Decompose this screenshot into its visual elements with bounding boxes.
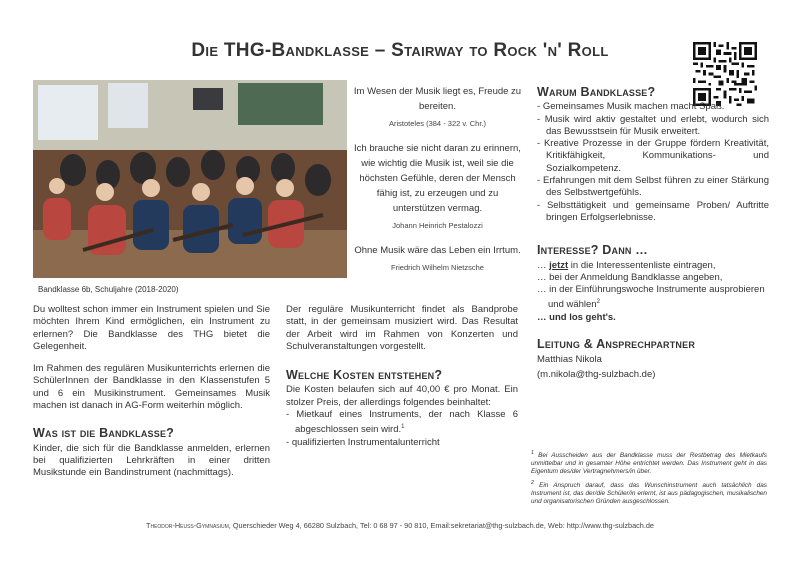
footnote-ref: 2 bbox=[596, 299, 600, 306]
section-heading-leitung: Leitung & Ansprechpartner bbox=[537, 337, 696, 352]
kosten-list bbox=[286, 409, 518, 449]
footer-contact: , Querschieder Weg 4, 66280 Sulzbach, Tel: 0 68 97 - 90 810, Email:sekretariat@thg-sulzbach.de, Web: http://www.thg-sulzbach.de bbox=[228, 521, 654, 530]
column-middle bbox=[286, 304, 518, 449]
contact-email[interactable]: (m.nikola@thg-sulzbach.de) bbox=[537, 368, 656, 380]
quote-text: Im Wesen der Musik liegt es, Freude zu bereiten. bbox=[353, 86, 522, 112]
footnote-2: $^2$ Ein Anspruch darauf, dass das Wunschinstrument auch tatsächlich das Instrument ist, das der/die Schüler/in erlernt, ist aus pädagogischen, musikalischen und organisatorischen Gründen ausgeschlossen. bbox=[531, 480, 767, 506]
page-title: Die THG-Bandklasse – Stairway to Rock 'n' Roll bbox=[191, 40, 609, 61]
section-heading-was-ist: Was ist die Bandklasse? bbox=[33, 426, 174, 441]
list-item: - Mietkauf eines Instruments, der nach Klasse 6 abgeschlossen sein wird.$^1$ bbox=[286, 409, 518, 437]
quote-source: Johann Heinrich Pestalozzi bbox=[392, 221, 483, 230]
was-ist-text: Kinder, die sich für die Bandklasse anmelden, erlernen bei qualifizierten Lehrkräften in einer dritten Musikstunde ein Bandinstrument (nachmittags). bbox=[33, 442, 270, 479]
list-item: … jetzt in die Interessentenliste eintragen, bbox=[537, 260, 769, 272]
list-item: - Selbsttätigkeit und gemeinsame Proben/ Auftritte bringen Erfolgserlebnisse. bbox=[537, 200, 769, 225]
list-item: - Musik wird aktiv gestaltet und erlebt, wodurch sich das Bewusstsein für Musik erweitert. bbox=[537, 114, 769, 139]
intro-paragraph: Im Rahmen des regulären Musikunterrichts erlernen die SchülerInnen der Bandklasse in den Klassenstufen 5 und 6 ein Musikinstrument. Gemeinsames Musik machen ist danach in AG-Form weiterhin möglich. bbox=[33, 363, 270, 412]
quotes-block bbox=[350, 84, 525, 285]
column-right bbox=[537, 86, 769, 381]
quote-source: Aristoteles (384 - 322 v. Chr.) bbox=[389, 119, 486, 128]
list-item: - Kreative Prozesse in der Gruppe fördern Kreativität, Kritikfähigkeit, Kommunikations- und Sozialkompetenz. bbox=[537, 138, 769, 175]
footnote-ref: 1 bbox=[401, 424, 405, 431]
section-heading-kosten: Welche Kosten entstehen? bbox=[286, 368, 443, 383]
intro-paragraph: Du wolltest schon immer ein Instrument spielen und Sie möchten Ihrem Kind ermöglichen, ein Instrument zu erlernen? Die Bandklasse des THG bietet die Gelegenheit. bbox=[33, 304, 270, 352]
list-item: - Gemeinsames Musik machen macht Spaß. bbox=[537, 101, 769, 113]
section-heading-interesse: Interesse? Dann … bbox=[537, 243, 648, 258]
list-item: … bei der Anmeldung Bandklasse angeben, bbox=[537, 272, 769, 284]
interesse-list bbox=[537, 260, 769, 325]
band-class-photo bbox=[33, 80, 347, 278]
quote-text: Ich brauche sie nicht daran zu erinnern, wie wichtig die Musik ist, weil sie die höchsten Gefühle, deren der Mensch fähig ist, zu erzeugen und zu unterstützen vermag. bbox=[354, 143, 521, 214]
kosten-text: Die Kosten belaufen sich auf 40,00 € pro Monat. Ein stolzer Preis, der allerdings folgendes beinhaltet: bbox=[286, 384, 518, 408]
page-footer bbox=[0, 521, 800, 530]
photo-caption: Bandklasse 6b, Schuljahre (2018-2020) bbox=[38, 285, 179, 294]
list-item: … in der Einführungswoche Instrumente ausprobieren und wählen$^2$ bbox=[537, 284, 769, 312]
quote-source: Friedrich Wilhelm Nietzsche bbox=[391, 263, 484, 272]
list-item: - Erfahrungen mit dem Selbst führen zu einer Stärkung des Selbstwertgefühls. bbox=[537, 175, 769, 200]
list-item: … und los geht's. bbox=[537, 312, 769, 324]
quote-text: Ohne Musik wäre das Leben ein Irrtum. bbox=[354, 245, 521, 256]
contact-name: Matthias Nikola bbox=[537, 353, 602, 365]
regular-lesson-text: Der reguläre Musikunterricht findet als Bandprobe statt, in der gemeinsam musiziert wird. Das Resultat der Arbeit wird im Rahmen von Konzerten und Schulveranstaltungen vorgestellt. bbox=[286, 304, 518, 352]
footnote-1: $^1$ Bei Ausscheiden aus der Bandklasse muss der Restbetrag des Mietkaufs unmittelbar und in gesamter Höhe entrichtet werden. Das Instrument geht in das Eigentum des/der Vertragnehmers/in über. bbox=[531, 450, 767, 476]
section-heading-warum: Warum Bandklasse? bbox=[537, 85, 656, 99]
column-left bbox=[33, 304, 270, 480]
list-item: - qualifizierten Instrumentalunterricht bbox=[286, 437, 518, 449]
school-name: Theodor-Heuss-Gymnasium bbox=[146, 521, 229, 530]
warum-list bbox=[537, 101, 769, 224]
footnotes bbox=[531, 449, 767, 509]
